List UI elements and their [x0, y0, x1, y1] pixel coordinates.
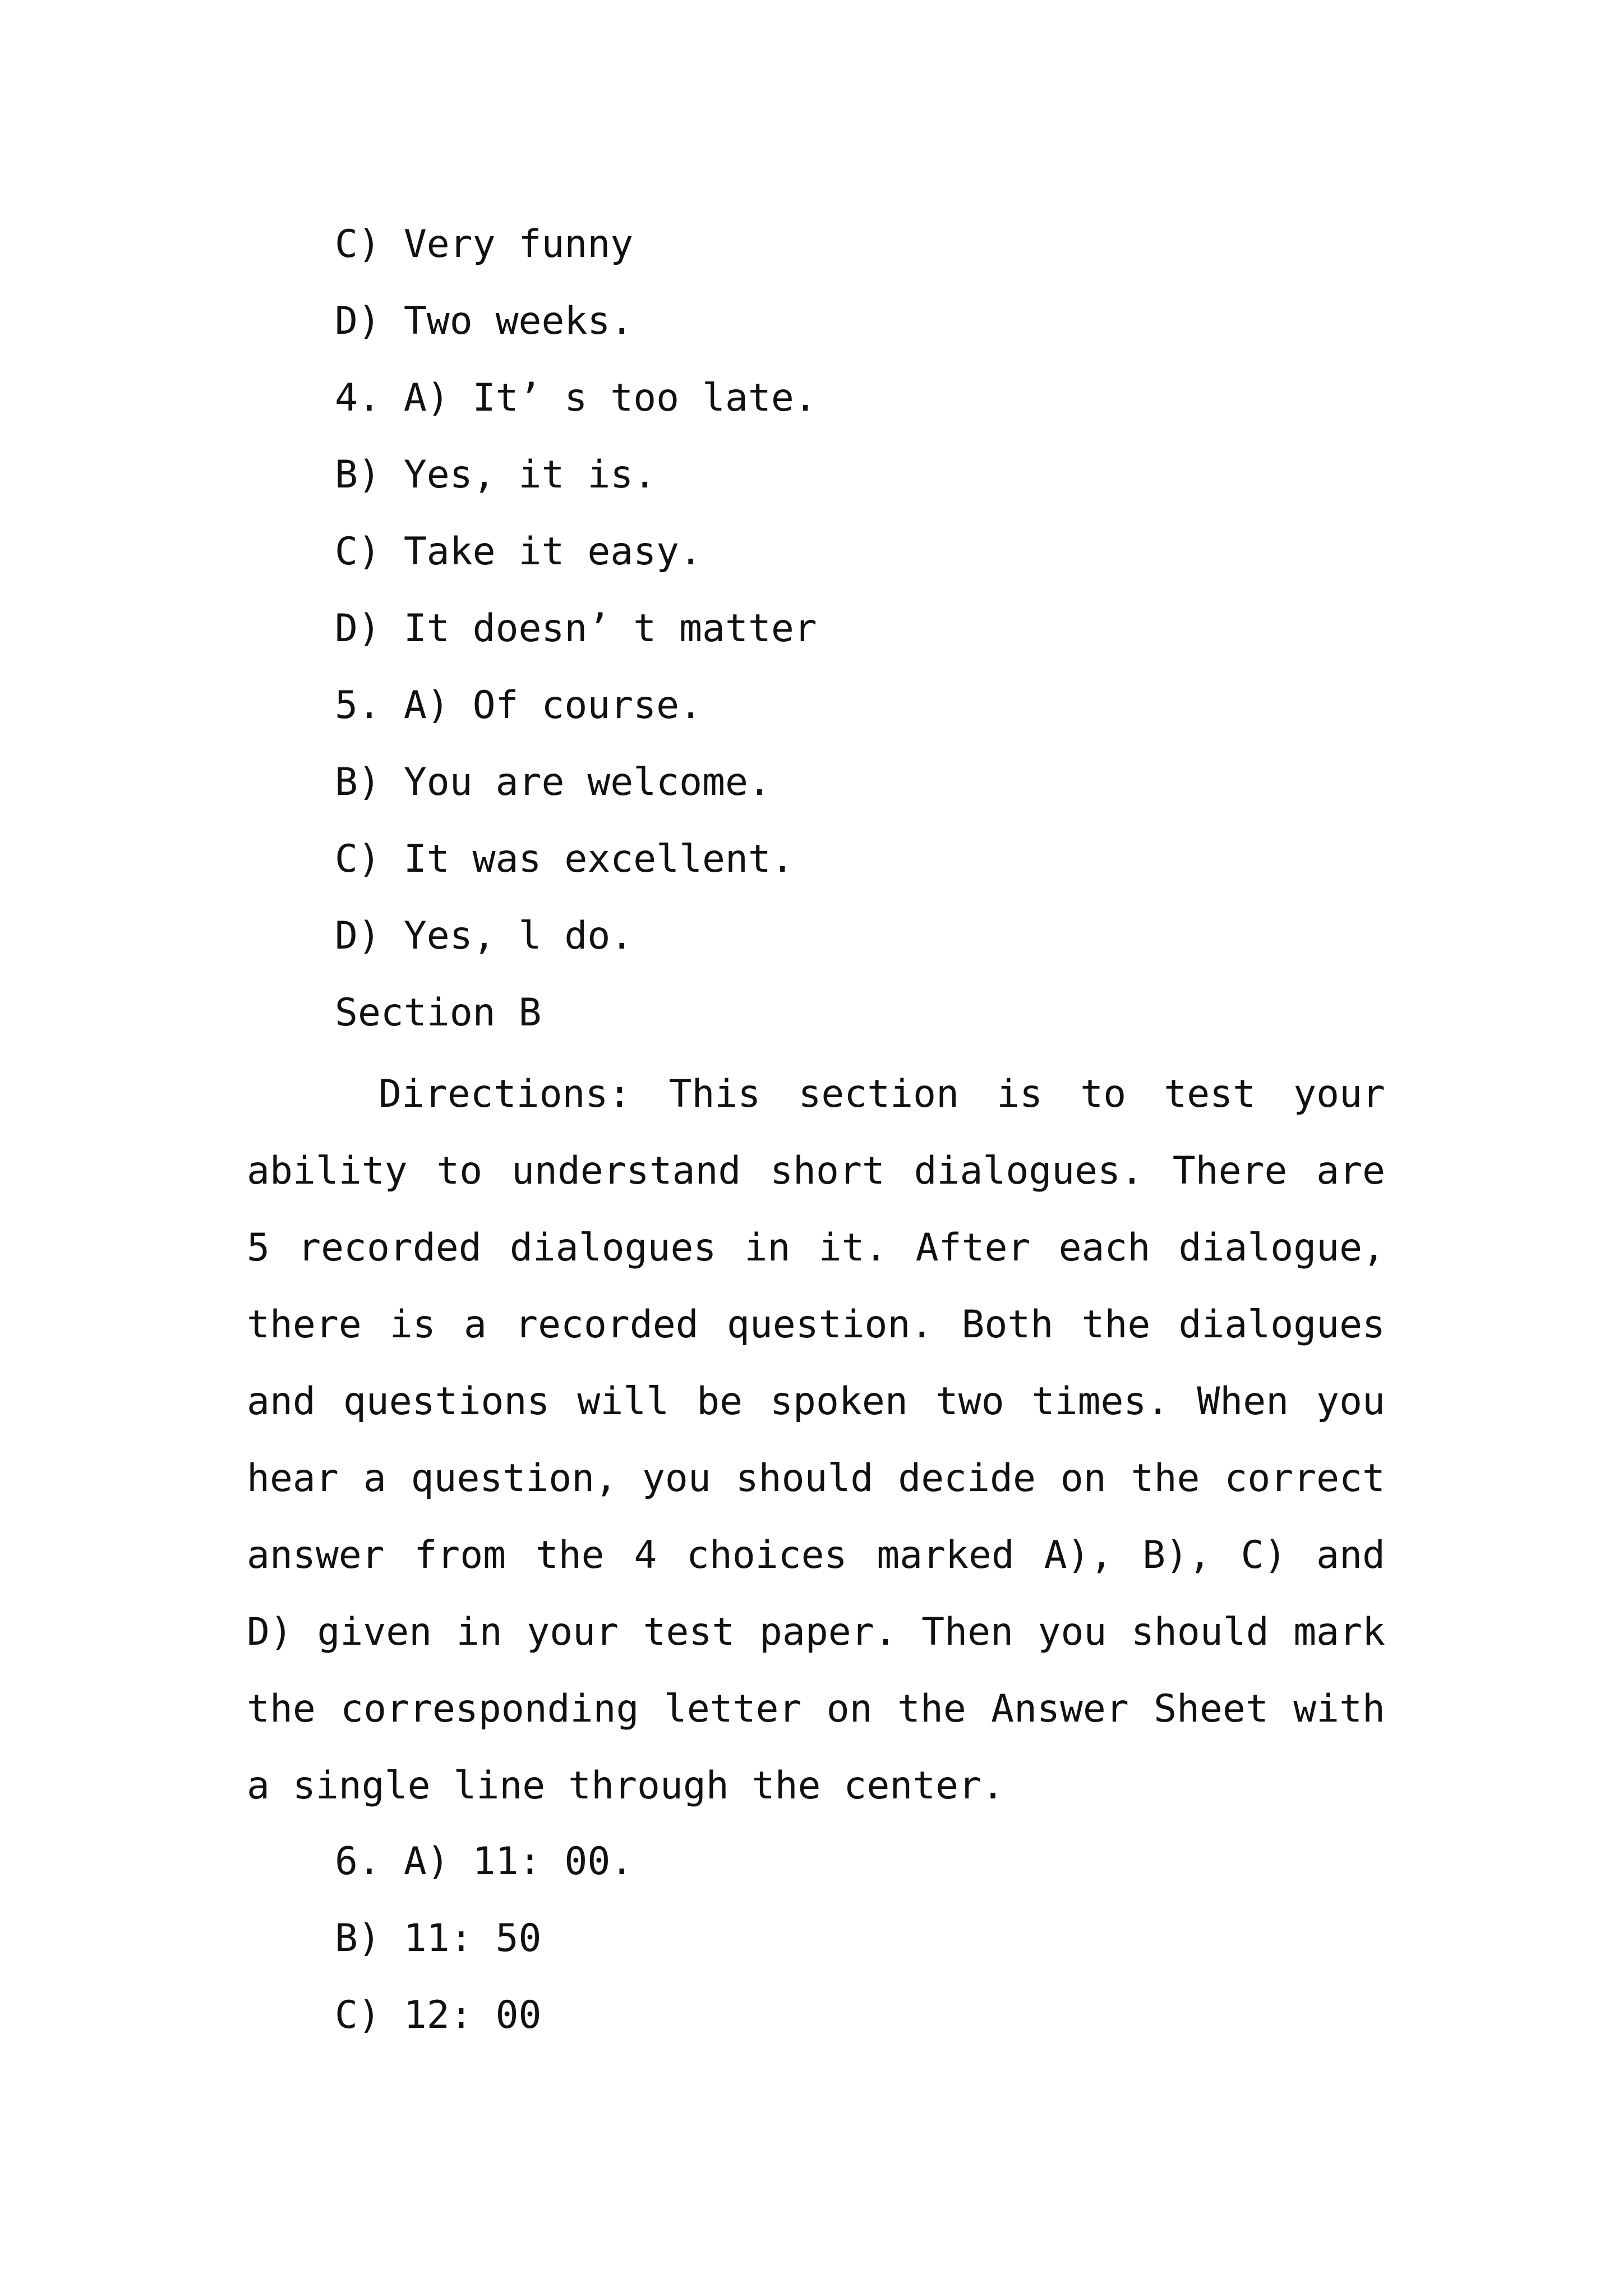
option-4c: C) Take it easy. — [335, 530, 703, 574]
question-4-option-a: 4. A) It’ s too late. — [335, 376, 817, 420]
option-6b: B) 11: 50 — [335, 1916, 542, 1961]
option-5d: D) Yes, l do. — [335, 914, 634, 958]
option-5c: C) It was excellent. — [335, 837, 794, 881]
option-4b: B) Yes, it is. — [335, 453, 657, 497]
option-6c: C) 12: 00 — [335, 1993, 542, 2037]
section-heading: Section B — [335, 991, 542, 1035]
question-6-option-a: 6. A) 11: 00. — [335, 1839, 634, 1884]
option-3d: D) Two weeks. — [335, 299, 634, 343]
option-3c: C) Very funny — [335, 222, 634, 266]
directions-paragraph: Directions: This section is to test your ability to understand short dialogues. There are 5 recorded dialogues in it. After each dialogue, there is a recorded question. Both the dialogues and questions will be spoken two times. When you hear a question, you should decide on the correct answer from the 4 choices marked A), B), C) and D) given in your test paper. Then you should mark the corresponding letter on the Answer Sheet with a single line through the center. — [247, 1072, 1385, 1808]
option-4d: D) It doesn’ t matter — [335, 606, 817, 651]
question-5-option-a: 5. A) Of course. — [335, 683, 703, 728]
option-5b: B) You are welcome. — [335, 760, 771, 804]
